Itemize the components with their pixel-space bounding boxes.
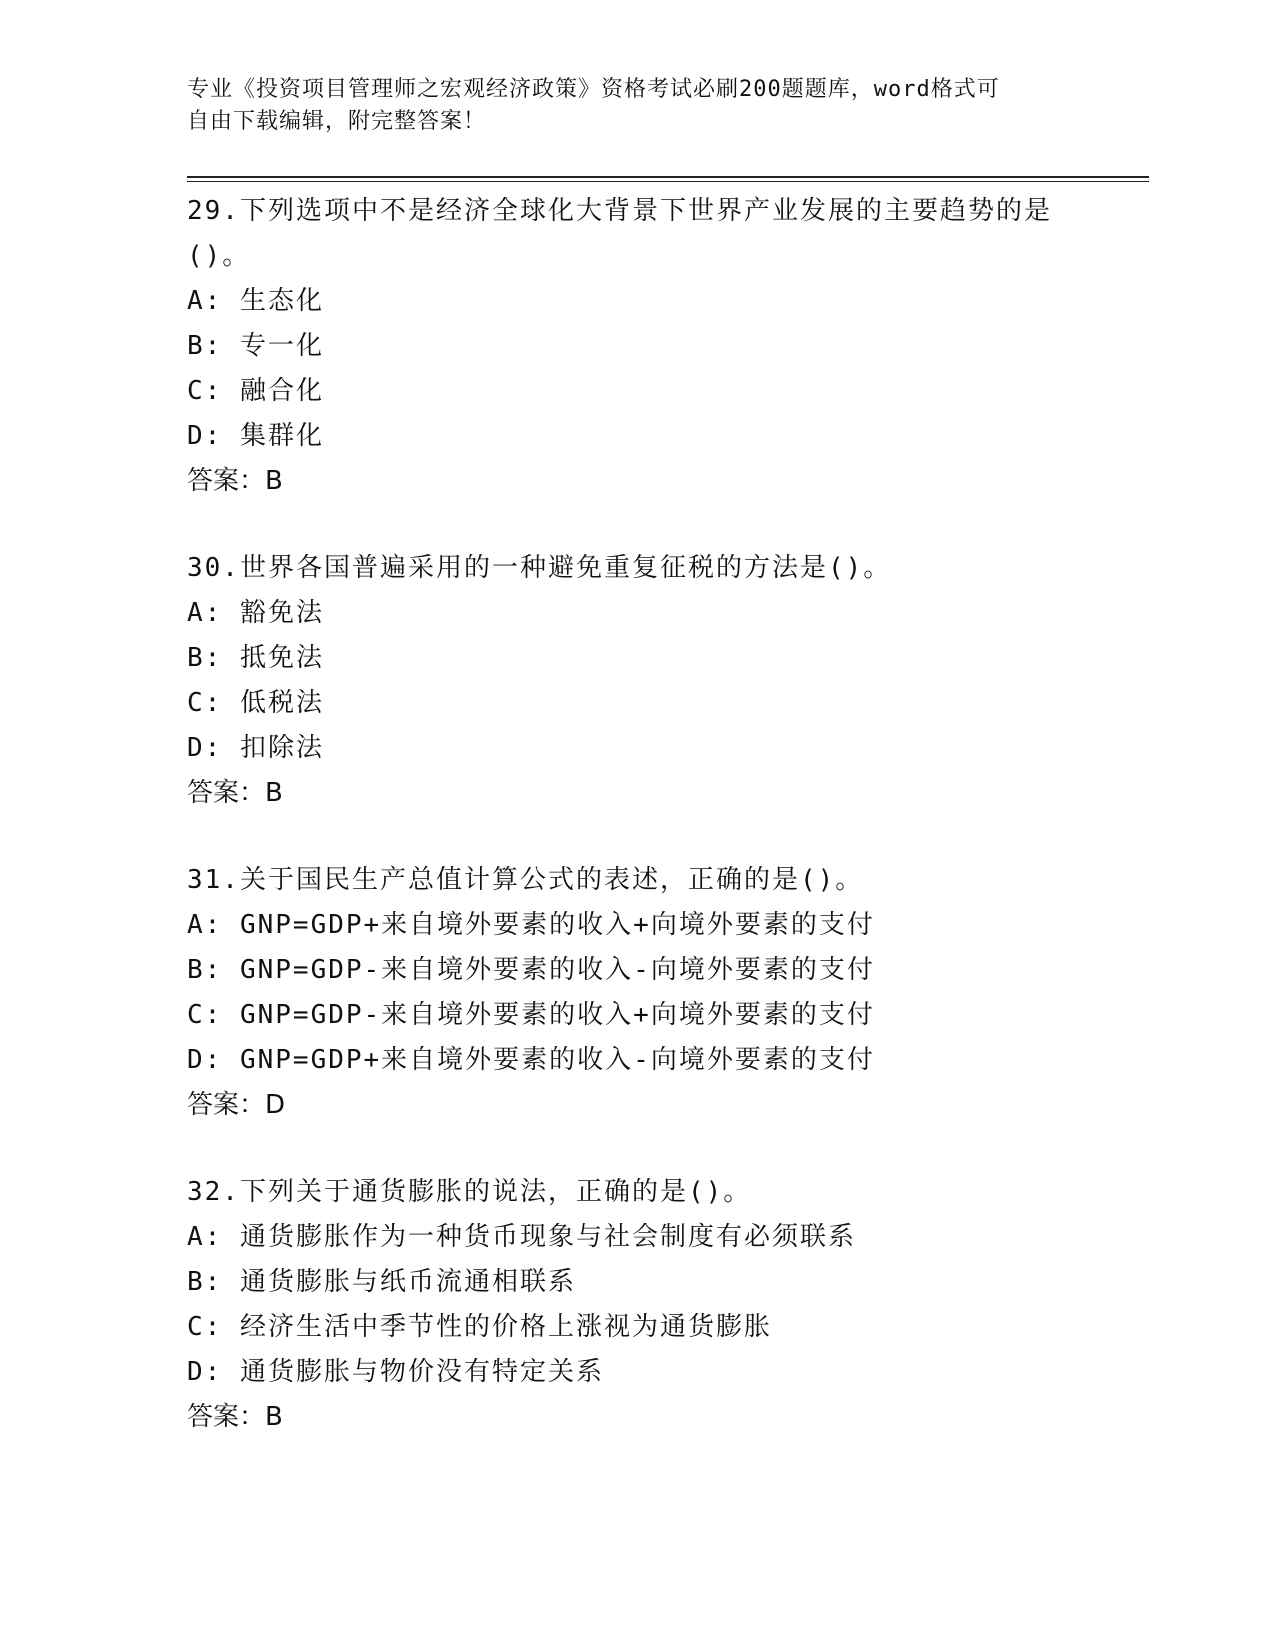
- header-line-2: 自由下载编辑，附完整答案！: [187, 109, 487, 134]
- document-header: [187, 74, 1087, 138]
- option-d: D: 扣除法: [187, 733, 324, 763]
- question-text: 32.下列关于通货膨胀的说法，正确的是()。: [187, 1177, 752, 1207]
- header-line-1: 专业《投资项目管理师之宏观经济政策》资格考试必刷200题题库，word格式可: [187, 77, 1000, 102]
- option-c: C: 融合化: [187, 376, 324, 406]
- question-text: 29.下列选项中不是经济全球化大背景下世界产业发展的主要趋势的是()。: [187, 196, 1052, 271]
- option-d: D: 通货膨胀与物价没有特定关系: [187, 1357, 604, 1387]
- option-d: D: 集群化: [187, 421, 324, 451]
- option-c: C: GNP=GDP-来自境外要素的收入+向境外要素的支付: [187, 1000, 875, 1030]
- question-list: [187, 189, 1147, 1482]
- question-text: 30.世界各国普遍采用的一种避免重复征税的方法是()。: [187, 553, 892, 583]
- answer: 答案：D: [187, 1090, 286, 1120]
- option-b: B: 抵免法: [187, 643, 324, 673]
- option-c: C: 低税法: [187, 688, 324, 718]
- question-31: [187, 858, 1147, 1128]
- option-a: A: 生态化: [187, 286, 324, 316]
- question-29: [187, 189, 1147, 504]
- question-30: [187, 546, 1147, 816]
- header-divider-thick: [187, 176, 1149, 178]
- answer: 答案：B: [187, 778, 283, 808]
- answer: 答案：B: [187, 466, 283, 496]
- option-b: B: 专一化: [187, 331, 324, 361]
- answer: 答案：B: [187, 1402, 283, 1432]
- question-text: 31.关于国民生产总值计算公式的表述，正确的是()。: [187, 865, 864, 895]
- header-divider-thin: [187, 181, 1149, 182]
- option-a: A: 豁免法: [187, 598, 324, 628]
- option-b: B: GNP=GDP-来自境外要素的收入-向境外要素的支付: [187, 955, 875, 985]
- option-d: D: GNP=GDP+来自境外要素的收入-向境外要素的支付: [187, 1045, 875, 1075]
- option-b: B: 通货膨胀与纸币流通相联系: [187, 1267, 576, 1297]
- option-a: A: GNP=GDP+来自境外要素的收入+向境外要素的支付: [187, 910, 875, 940]
- question-32: [187, 1170, 1147, 1440]
- option-a: A: 通货膨胀作为一种货币现象与社会制度有必须联系: [187, 1222, 856, 1252]
- option-c: C: 经济生活中季节性的价格上涨视为通货膨胀: [187, 1312, 772, 1342]
